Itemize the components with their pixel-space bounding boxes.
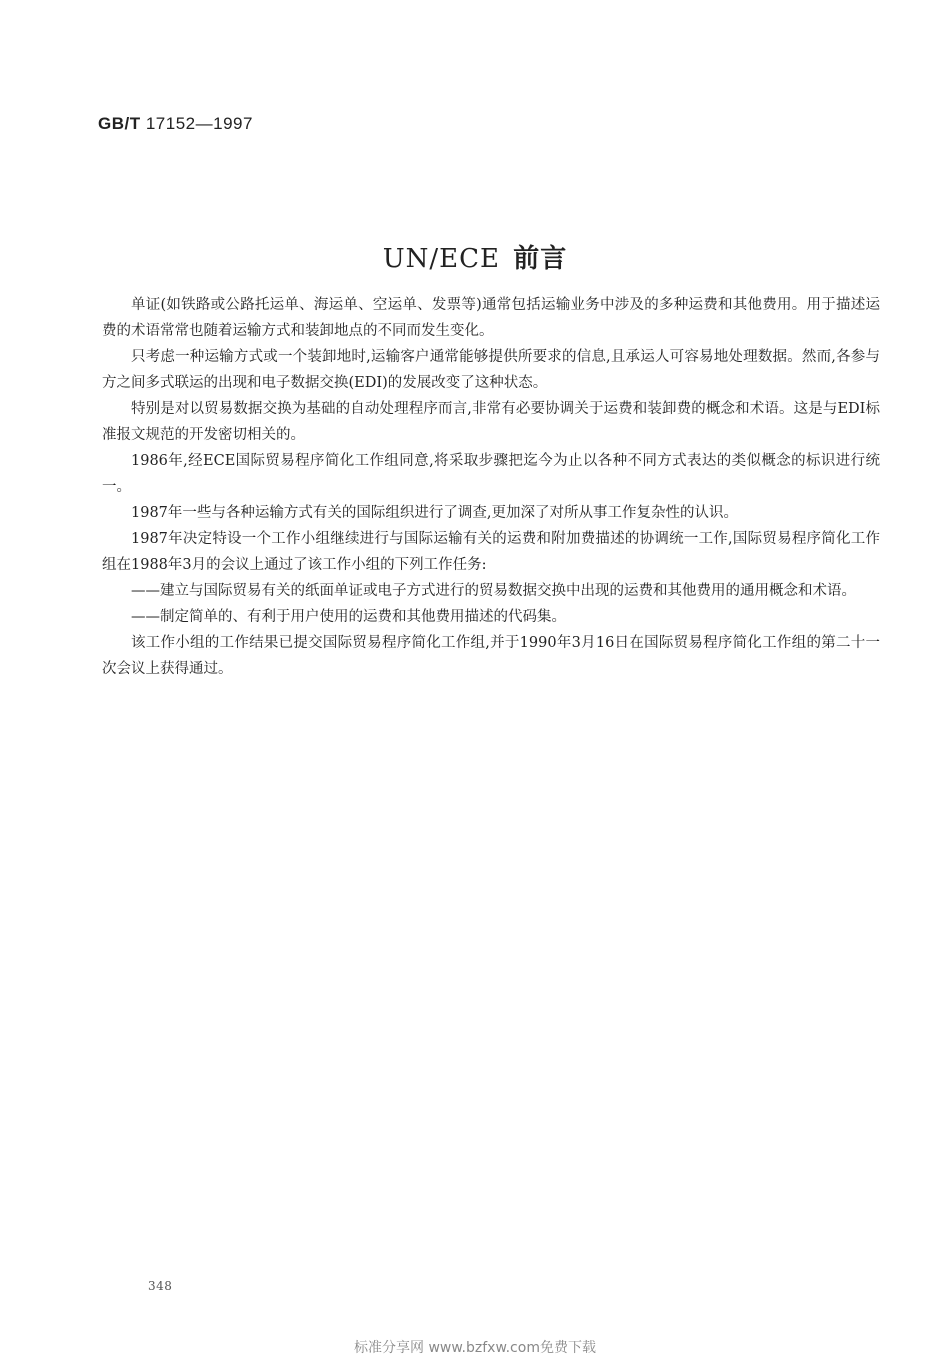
- title-latin: UN/ECE: [382, 244, 500, 274]
- paragraph: 特别是对以贸易数据交换为基础的自动处理程序而言,非常有必要协调关于运费和装卸费的概念和术语。这是与EDI标准报文规范的开发密切相关的。: [102, 401, 880, 443]
- page-number: 348: [148, 1279, 173, 1293]
- page-title: [0, 238, 950, 275]
- paragraph: 只考虑一种运输方式或一个装卸地时,运输客户通常能够提供所要求的信息,且承运人可容易地处理数据。然而,各参与方之间多式联运的出现和电子数据交换(EDI)的发展改变了这种状态。: [102, 349, 880, 391]
- paragraph: 1987年决定特设一个工作小组继续进行与国际运输有关的运费和附加费描述的协调统一工作,国际贸易程序简化工作组在1988年3月的会议上通过了该工作小组的下列工作任务:: [102, 531, 880, 573]
- standard-number: 17152—1997: [145, 114, 253, 133]
- list-item: ——制定简单的、有利于用户使用的运费和其他费用描述的代码集。: [131, 609, 566, 625]
- standard-code: [98, 114, 253, 134]
- paragraph: 1986年,经ECE国际贸易程序简化工作组同意,将采取步骤把迄今为止以各种不同方式表达的类似概念的标识进行统一。: [102, 453, 880, 495]
- standard-prefix: GB/T: [98, 114, 141, 133]
- title-chinese: 前言: [513, 244, 568, 274]
- watermark: 标准分享网 www.bzfxw.com免费下载: [354, 1340, 596, 1356]
- foreword-body: [102, 292, 880, 682]
- paragraph: 单证(如铁路或公路托运单、海运单、空运单、发票等)通常包括运输业务中涉及的多种运费和其他费用。用于描述运费的术语常常也随着运输方式和装卸地点的不同而发生变化。: [102, 297, 880, 339]
- paragraph: 该工作小组的工作结果已提交国际贸易程序简化工作组,并于1990年3月16日在国际贸易程序简化工作组的第二十一次会议上获得通过。: [102, 635, 880, 677]
- paragraph: 1987年一些与各种运输方式有关的国际组织进行了调查,更加深了对所从事工作复杂性的认识。: [131, 505, 739, 521]
- list-item: ——建立与国际贸易有关的纸面单证或电子方式进行的贸易数据交换中出现的运费和其他费用的通用概念和术语。: [131, 583, 856, 599]
